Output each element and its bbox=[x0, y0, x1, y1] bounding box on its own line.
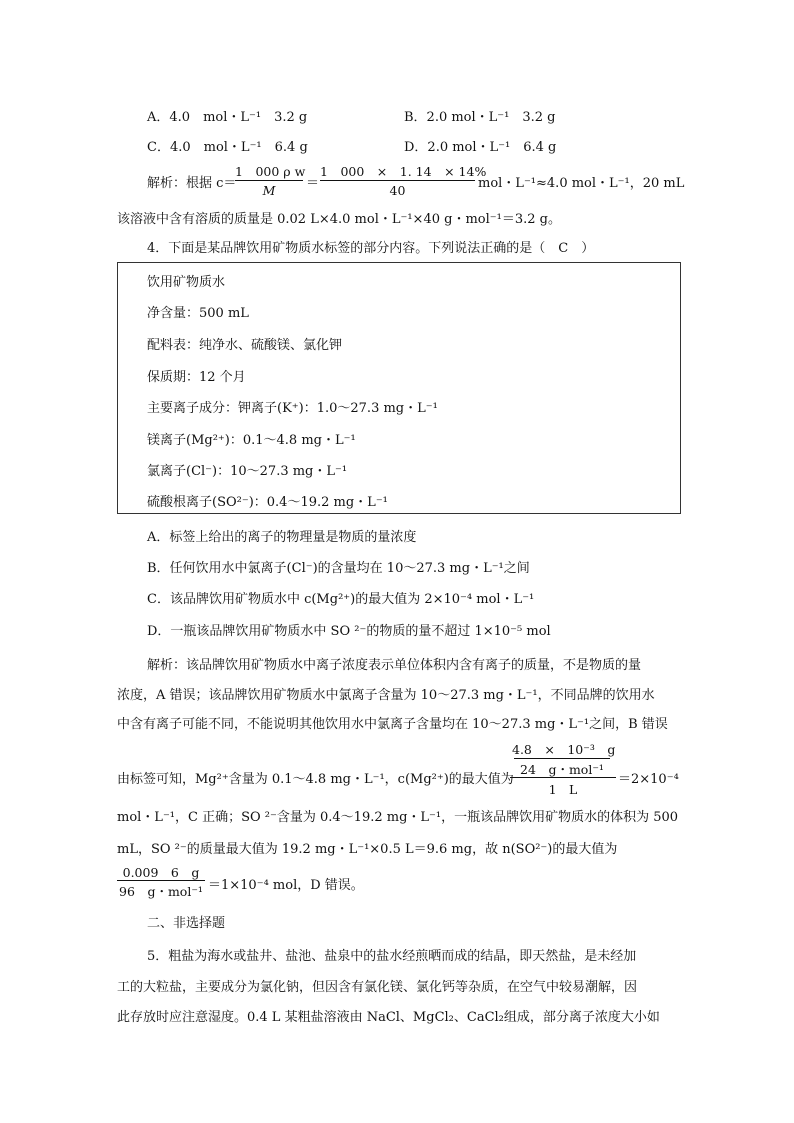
fraction-outer-denominator: 1 L bbox=[548, 782, 578, 797]
analysis-q3-line2: 该溶液中含有溶质的质量是 0.02 L×4.0 mol・L⁻¹×40 g・mol⁻¹＝3.2 g。 bbox=[117, 212, 561, 227]
fraction-inner-denominator: 24 g・mol⁻¹ bbox=[520, 762, 604, 777]
analysis-q4-line6: mL，SO ²⁻的质量最大值为 19.2 mg・L⁻¹×0.5 L＝9.6 mg，故 n(SO²⁻)的最大值为 bbox=[117, 842, 618, 857]
analysis-q4-line4-prefix: 由标签可知，Mg²⁺含量为 0.1～4.8 mg・L⁻¹，c(Mg²⁺)的最大值为 bbox=[117, 772, 514, 787]
equals-sign: ＝ bbox=[306, 176, 320, 191]
fraction1-bar bbox=[235, 180, 303, 181]
option-c-q3: C．4.0 mol・L⁻¹ 6.4 g bbox=[147, 140, 308, 155]
analysis-q4-line2: 浓度，A 错误；该品牌饮用矿物质水中氯离子含量为 10～27.3 mg・L⁻¹，不同品牌的饮用水 bbox=[117, 688, 655, 703]
analysis-q4-line7-suffix: ＝1×10⁻⁴ mol，D 错误。 bbox=[208, 878, 364, 893]
fraction-inner-bar bbox=[514, 758, 610, 759]
option-d-q3: D．2.0 mol・L⁻¹ 6.4 g bbox=[404, 140, 557, 155]
label-line: 硫酸根离子(SO²⁻)：0.4～19.2 mg・L⁻¹ bbox=[147, 495, 388, 510]
label-line: 配料表：纯净水、硫酸镁、氯化钾 bbox=[147, 338, 343, 353]
question5-line2: 工的大粒盐，主要成分为氯化钠，但因含有氯化镁、氯化钙等杂质，在空气中较易潮解，因 bbox=[117, 980, 638, 995]
fraction3-numerator: 0.009 6 g bbox=[122, 865, 200, 880]
analysis-q4-line3: 中含有离子可能不同，不能说明其他饮用水中氯离子含量均在 10～27.3 mg・L⁻¹之间，B 错误 bbox=[117, 717, 668, 732]
fraction-outer-bar bbox=[510, 777, 616, 778]
label-line: 保质期：12 个月 bbox=[147, 370, 246, 385]
fraction2-bar bbox=[320, 180, 475, 181]
label-line: 镁离子(Mg²⁺)：0.1～4.8 mg・L⁻¹ bbox=[147, 433, 356, 448]
analysis-q3-suffix: mol・L⁻¹≈4.0 mol・L⁻¹，20 mL bbox=[478, 176, 685, 191]
option-a-q4: A．标签上给出的离子的物理量是物质的量浓度 bbox=[147, 530, 417, 545]
question5-line3: 此存放时应注意湿度。0.4 L 某粗盐溶液由 NaCl、MgCl₂、CaCl₂组成，部分离子浓度大小如 bbox=[117, 1010, 660, 1025]
fraction2-numerator: 1 000 × 1. 14 × 14% bbox=[320, 164, 487, 179]
analysis-q4-line5: mol・L⁻¹，C 正确；SO ²⁻含量为 0.4～19.2 mg・L⁻¹，一瓶该品牌饮用矿物质水的体积为 500 bbox=[117, 810, 679, 825]
fraction2-denominator: 40 bbox=[389, 183, 406, 198]
option-d-q4: D．一瓶该品牌饮用矿物质水中 SO ²⁻的物质的量不超过 1×10⁻⁵ mol bbox=[147, 624, 551, 639]
fraction3-bar bbox=[117, 880, 205, 881]
analysis-q4-line1: 解析：该品牌饮用矿物质水中离子浓度表示单位体积内含有离子的质量，不是物质的量 bbox=[147, 658, 642, 673]
option-b-q4: B．任何饮用水中氯离子(Cl⁻)的含量均在 10～27.3 mg・L⁻¹之间 bbox=[147, 561, 530, 576]
label-line: 饮用矿物质水 bbox=[147, 275, 226, 290]
question5-line1: 5．粗盐为海水或盐井、盐池、盐泉中的盐水经煎晒而成的结晶，即天然盐，是未经加 bbox=[147, 949, 637, 964]
question4-stem: 4．下面是某品牌饮用矿物质水标签的部分内容。下列说法正确的是（ C ） bbox=[147, 241, 595, 256]
section-heading: 二、非选择题 bbox=[147, 916, 226, 931]
fraction-inner-numerator: 4.8 × 10⁻³ g bbox=[512, 742, 616, 757]
fraction3-denominator: 96 g・mol⁻¹ bbox=[119, 884, 203, 899]
option-a-q3: A．4.0 mol・L⁻¹ 3.2 g bbox=[147, 110, 308, 125]
analysis-q3-prefix: 解析：根据 c＝ bbox=[147, 176, 237, 191]
fraction1-numerator: 1 000 ρ w bbox=[235, 164, 306, 179]
option-c-q4: C．该品牌饮用矿物质水中 c(Mg²⁺)的最大值为 2×10⁻⁴ mol・L⁻¹ bbox=[147, 592, 535, 607]
label-line: 氯离子(Cl⁻)：10～27.3 mg・L⁻¹ bbox=[147, 464, 348, 479]
analysis-q4-line4-suffix: ＝2×10⁻⁴ bbox=[618, 772, 679, 787]
label-line: 主要离子成分：钾离子(K⁺)：1.0～27.3 mg・L⁻¹ bbox=[147, 401, 438, 416]
fraction1-denominator: M bbox=[262, 183, 276, 198]
label-line: 净含量：500 mL bbox=[147, 306, 249, 321]
option-b-q3: B．2.0 mol・L⁻¹ 3.2 g bbox=[404, 110, 556, 125]
